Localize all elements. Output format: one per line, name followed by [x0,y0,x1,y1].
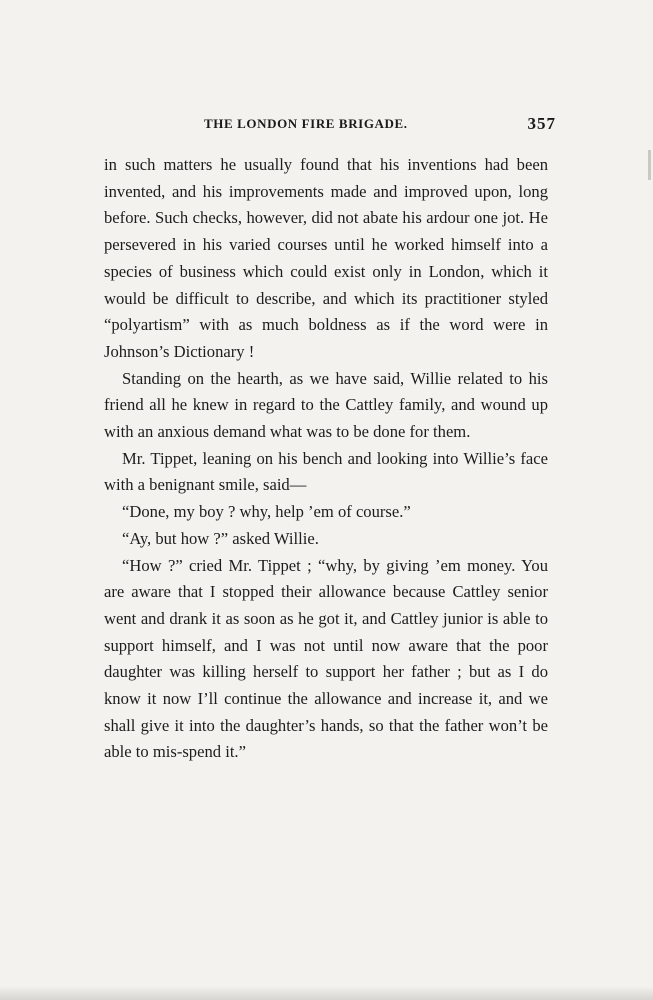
page-edge-mark [648,150,651,180]
running-title: THE LONDON FIRE BRIGADE. [204,116,408,131]
paragraph-3: Mr. Tippet, leaning on his bench and looking into Willie’s face with a benignant smile, said— [104,448,548,495]
paragraph-6: “How ?” cried Mr. Tippet ; “why, by giving ’em money. You are aware that I stopped their allowance because Cattley senior went and drank it as soon as he got it, and Cattley junior is able to support himself, and I was not until now aware that the poor daughter was killing herself to support her father ; but as I do know it now I’ll continue the allowance and increase it, and we shall give it into the daughter’s hands, so that the father won’t be able to mis-spend it.” [104,555,548,762]
page-number: 357 [527,114,556,133]
page-bottom-shadow [0,986,653,1000]
paragraph-5: “Ay, but how ?” asked Willie. [122,528,319,548]
page-body [104,152,548,766]
paragraph-1: in such matters he usually found that his inventions had been invented, and his improvements made and improved upon, long before. Such checks, however, did not abate his ardour one jot. He persevered in his varied courses until he worked himself into a species of business which could exist only in London, which it would be difficult to describe, and which its practitioner styled “polyartism” with as much boldness as if the word were in Johnson’s Dictionary ! [104,155,548,361]
paragraph-2: Standing on the hearth, as we have said, Willie related to his friend all he knew in regard to the Cattley family, and wound up with an anxious demand what was to be done for them. [104,368,548,442]
page-header [104,114,556,136]
paragraph-4: “Done, my boy ? why, help ’em of course.” [122,502,411,522]
